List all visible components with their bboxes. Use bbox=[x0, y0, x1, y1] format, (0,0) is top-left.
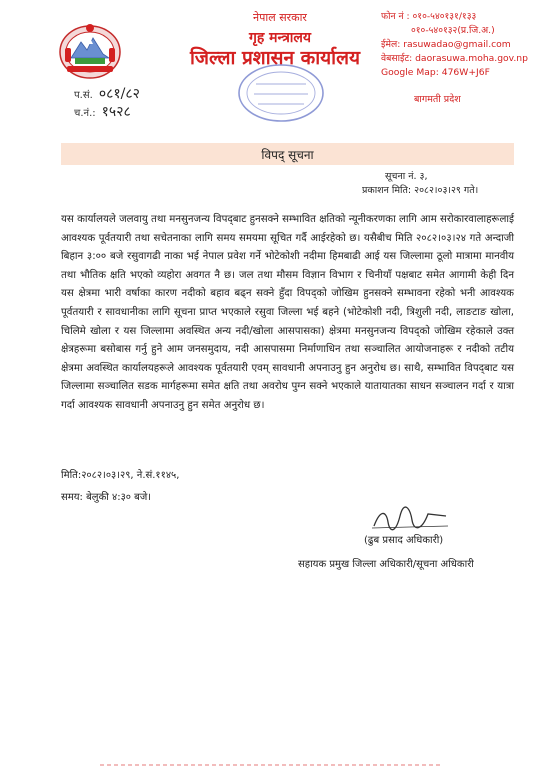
nepal-emblem-icon bbox=[57, 20, 123, 80]
ministry-heading: गृह मन्त्रालय bbox=[248, 30, 312, 46]
ps-value: ०८१/८२ bbox=[98, 86, 140, 102]
email-address: ईमेल: rasuwadao@gmail.com bbox=[381, 39, 511, 50]
ps-label: प.सं. bbox=[74, 90, 93, 101]
notice-body: यस कार्यालयले जलवायु तथा मनसुनजन्य विपद्‌बाट हुनसक्ने सम्भावित क्षतिको न्यूनीकरणका लागि आम सरोकारवालाहरूलाई आवश्यक पूर्वतयारी तथा सचेतनाका लागि समय समयमा सूचित गर्दै आईरहेको छ। यसैबीच मिति २०८२।०३।२४ गते अन्दाजी बिहान ३:०० बजे रसुवागढी नाका भई नेपाल प्रवेश गर्ने भोटेकोशी नदीमा हिमबाढी आई यस जिल्लामा ठूलो मात्रामा मानवीय तथा भौतिक क्षति भएको व्यहोरा अवगत नै छ। जल तथा मौसम विज्ञान विभाग र चिनीयाँ पक्षबाट समेत आगामी केही दिन यस क्षेत्रमा भारी वर्षाका कारण नदीको बहाव बढ्न सक्ने हुँदा विपद्को जोखिम हुनसक्ने सम्भावना रहेको भनी आवश्यक पूर्वतयारी र सावधानीका लागि सूचना प्राप्त भएकाले रसुवा जिल्ला भई बहने (भोटेकोशी नदी, त्रिशुली नदी, लाङटाङ खोला, चिलिमे खोला र यस जिल्लामा अवस्थित अन्य नदी/खोला आसपासका) क्षेत्रमा मनसुनजन्य विपद्को जोखिम रहेकाले उक्त क्षेत्रहरूमा बसोबास गर्नु हुने आम जनसमुदाय, नदी आसपासमा निर्माणाधिन तथा सञ्चालित आयोजनाहरू र नदीको तटीय क्षेत्रमा अवस्थित कार्यालयहरूले आवश्यक पूर्वतयारी एवम् सावधानी अपनाउनु हुन अनुरोध छ। साथै, सम्भावित विपद्‌बाट यस जिल्लामा सञ्चालित सडक मार्गहरूमा समेत क्षति तथा अवरोध पुग्न सक्ने भएकाले यातायातका साधन सञ्चालन गर्दा र यात्रा गर्दा आवश्यक सावधानी अपनाउनु हुन समेत अनुरोध छ। bbox=[61, 214, 514, 411]
cn-label: च.नं.: bbox=[74, 108, 96, 119]
cn-reference bbox=[74, 102, 131, 121]
notice-number: सूचना नं. ३, bbox=[385, 171, 428, 182]
contact-block bbox=[381, 10, 541, 80]
footer-decoration bbox=[0, 762, 543, 768]
issue-date-line: मिति:२०८२।०३।२९, ने.सं.११४५, bbox=[61, 470, 180, 481]
notice-title: विपद् सूचना bbox=[261, 147, 314, 162]
phone-primary: फोन नं : ०१०-५४०१३१/१३३ bbox=[381, 11, 477, 22]
signatory-title: सहायक प्रमुख जिल्ला अधिकारी/सूचना अधिकारी bbox=[298, 559, 474, 570]
issue-time-line: समय: बेलुकी ४:३० बजे। bbox=[61, 492, 152, 503]
cn-value: १५२८ bbox=[101, 104, 131, 120]
office-heading: जिल्ला प्रशासन कार्यालय bbox=[189, 47, 361, 69]
signature-icon bbox=[370, 504, 450, 534]
publication-date: प्रकाशन मिति: २०८२।०३।२९ गते। bbox=[362, 185, 479, 196]
signatory-name: (ढुब प्रसाद अधिकारी) bbox=[364, 535, 444, 546]
map-code: Google Map: 476W+J6F bbox=[381, 67, 490, 78]
government-heading: नेपाल सरकार bbox=[253, 11, 307, 24]
province-label: बागमती प्रदेश bbox=[414, 94, 461, 105]
notice-title-bar bbox=[61, 143, 514, 165]
ps-reference bbox=[74, 84, 140, 103]
website-address: वेबसाईट: daorasuwa.moha.gov.np bbox=[381, 53, 528, 64]
phone-secondary: ०१०-५४०१३२(प्र.जि.अ.) bbox=[411, 25, 495, 36]
office-stamp-icon bbox=[236, 62, 326, 124]
